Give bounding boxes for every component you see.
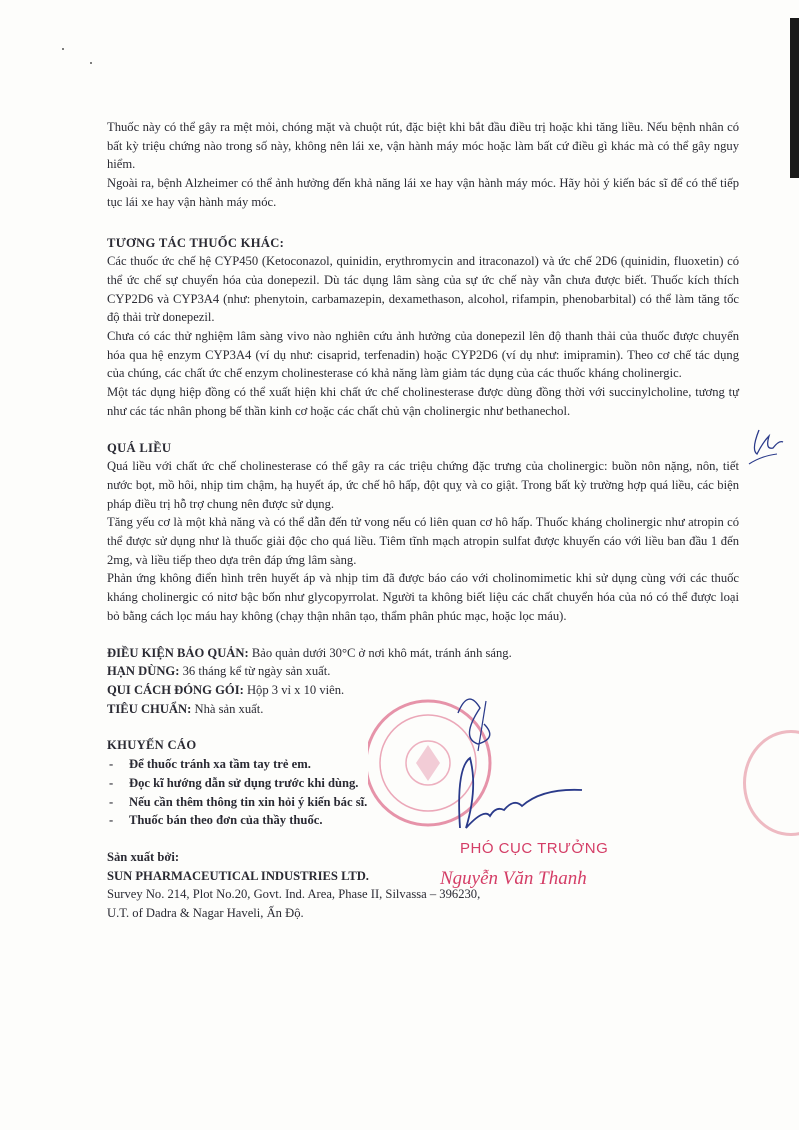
spec-packaging: QUI CÁCH ĐÓNG GÓI: Hộp 3 vỉ x 10 viên. <box>107 682 345 697</box>
intro-paragraph-2: Ngoài ra, bệnh Alzheimer có thể ảnh hưởng đến khả năng lái xe hay vận hành máy móc. Hãy hỏi ý kiến bác sĩ để có thể tiếp tục lái xe hay vận hành máy móc. <box>107 176 739 209</box>
overdose-heading: QUÁ LIỀU <box>107 440 172 455</box>
scan-edge-bar <box>790 18 799 178</box>
overdose-paragraph-3: Phản ứng không điển hình trên huyết áp và nhịp tim đã được báo cáo với cholinomimetic khi sử dụng cùng với các thuốc kháng cholinergic có nitơ bậc bốn như glycopyrrolat. Người ta không biết liệu các chất chuyển hóa của nó có thể được loại bỏ bằng cách lọc máu hay không (chạy thận nhân tạo, thẩm phân phúc mạc, hoặc lọc máu). <box>107 571 739 623</box>
manufacturer-name: SUN PHARMACEUTICAL INDUSTRIES LTD. <box>107 868 369 883</box>
interactions-paragraph-2: Chưa có các thử nghiệm lâm sàng vivo nào nghiên cứu ảnh hưởng của donepezil lên độ thanh thải của thuốc được chuyển hóa qua hệ enzym CYP3A4 (ví dụ như: cisaprid, terfenadin) hoặc CYP2D6 (ví dụ như: imipramin). Theo cơ chế tác dụng của chúng, các chất ức chế enzym cholinesterase có khả năng làm giảm tác dụng của các thuốc kháng cholinergic. <box>107 329 739 381</box>
manufacturer-address-1: Survey No. 214, Plot No.20, Govt. Ind. Area, Phase II, Silvassa – 396230, <box>107 887 481 902</box>
spec-standard: TIÊU CHUẨN: Nhà sản xuất. <box>107 701 264 716</box>
scan-speck <box>90 62 92 64</box>
overdose-paragraph-1: Quá liều với chất ức chế cholinesterase có thể gây ra các triệu chứng đặc trưng của cholinergic: buồn nôn nặng, nôn, tiết nước bọt, mồ hôi, nhịp tim chậm, hạ huyết áp, ức chế hô hấp, đột quỵ và co giật. Trong bất kỳ trường hợp quá liều, các biện pháp điều trị hỗ trợ chung nên được sử dụng. <box>107 459 739 511</box>
spec-shelf-life: HẠN DÙNG: 36 tháng kể từ ngày sản xuất. <box>107 664 331 679</box>
advice-item: - Nếu cần thêm thông tin xin hỏi ý kiến bác sĩ. <box>107 793 739 812</box>
edge-stamp <box>743 730 799 836</box>
spec-storage: ĐIỀU KIỆN BẢO QUẢN: Bảo quản dưới 30°C ở nơi khô mát, tránh ánh sáng. <box>107 645 512 660</box>
manufacturer-address-2: U.T. of Dadra & Nagar Haveli, Ấn Độ. <box>107 906 304 921</box>
scan-speck <box>62 48 64 50</box>
advice-heading: KHUYẾN CÁO <box>107 738 197 753</box>
advice-item: - Đọc kĩ hướng dẫn sử dụng trước khi dùng. <box>107 774 739 793</box>
interactions-paragraph-1: Các thuốc ức chế hệ CYP450 (Ketoconazol, quinidin, erythromycin and itraconazol) và ức chế 2D6 (quinidin, fluoxetin) có thể ức chế sự chuyển hóa của donepezil. Dù tác dụng lâm sàng của sự ức chế này vẫn chưa được biết. Thuốc kích thích CYP2D6 và CYP3A4 (như: phenytoin, carbamazepin, dexamethason, alcohol, rifampin, phenobarbital) có thể làm tăng tốc độ thải trừ donepezil. <box>107 254 739 325</box>
official-title: PHÓ CỤC TRƯỞNG <box>460 840 609 857</box>
manufacturer-label: Sản xuất bởi: <box>107 849 180 864</box>
advice-item: - Thuốc bán theo đơn của thầy thuốc. <box>107 811 739 830</box>
official-signature-name: Nguyễn Văn Thanh <box>440 868 587 889</box>
advice-item: - Để thuốc tránh xa tầm tay trẻ em. <box>107 755 739 774</box>
interactions-heading: TƯƠNG TÁC THUỐC KHÁC: <box>107 235 285 250</box>
interactions-paragraph-3: Một tác dụng hiệp đồng có thể xuất hiện khi chất ức chế cholinesterase được dùng đồng thời với succinylcholine, tương tự như các tác nhân phong bế thần kinh cơ hoặc các chất chủ vận cholinergic như bethanechol. <box>107 385 739 418</box>
overdose-paragraph-2: Tăng yếu cơ là một khả năng và có thể dẫn đến tử vong nếu có liên quan cơ hô hấp. Thuốc kháng cholinergic như atropin có thể được sử dụng như là thuốc giải độc cho quá liều. Tiêm tĩnh mạch atropin sulfat được khuyến cáo với liều ban đầu 1 đến 2mg, và liều tiếp theo dựa trên đáp ứng lâm sàng. <box>107 515 739 567</box>
margin-signature <box>729 420 789 475</box>
intro-paragraph-1: Thuốc này có thể gây ra mệt mỏi, chóng mặt và chuột rút, đặc biệt khi bắt đầu điều trị hoặc khi tăng liều. Nếu bệnh nhân có bất kỳ triệu chứng nào trong số này, không nên lái xe, vận hành máy móc hoặc làm bất cứ điều gì khác mà có thể gây nguy hiểm. <box>107 120 739 172</box>
